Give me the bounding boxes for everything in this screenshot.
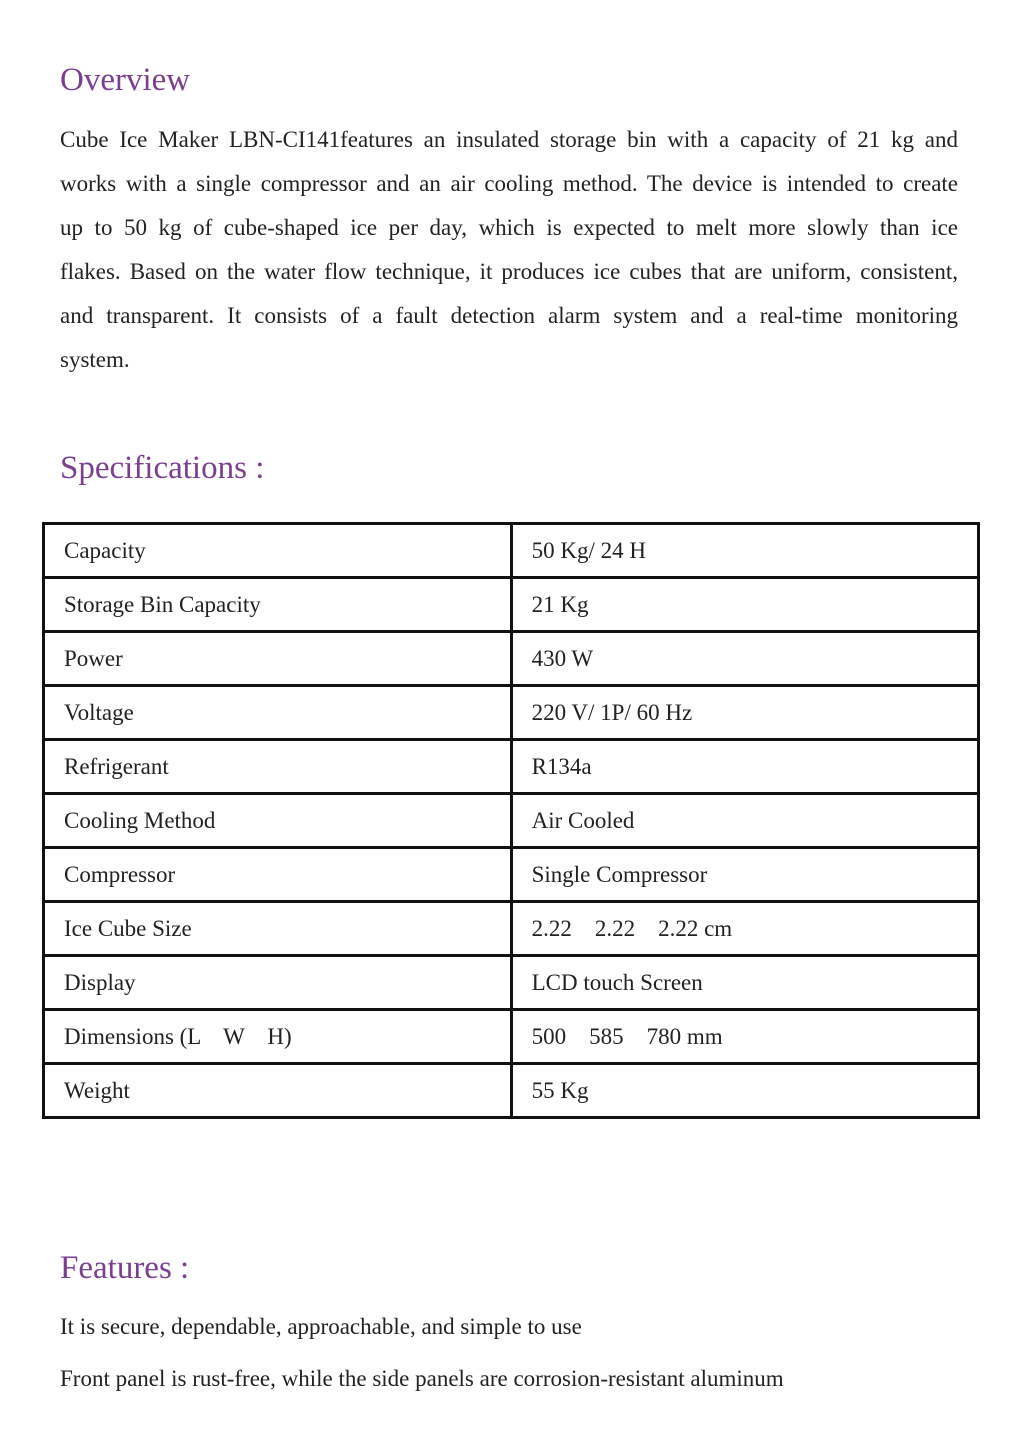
spec-label-cell	[44, 1010, 512, 1064]
spec-label: Ice Cube Size	[64, 916, 192, 941]
spec-label-cell	[44, 632, 512, 686]
spec-value-cell	[511, 578, 978, 632]
overview-paragraph: Cube Ice Maker LBN-CI141features an insulated storage bin with a capacity of 21 kg and works with a single compressor and an air cooling method. The device is intended to create up to 50 kg of cube-shaped ice per day, which is expected to melt more slowly than ice flakes. Based on the water flow technique, it produces ice cubes that are uniform, consistent, and transparent. It consists of a fault detection alarm system and a real-time monitoring system.	[60, 127, 958, 372]
spec-label-cell	[44, 686, 512, 740]
spec-value: Air Cooled	[531, 808, 635, 833]
spec-label-cell	[44, 902, 512, 956]
table-row	[44, 794, 979, 848]
specifications-table	[42, 522, 980, 1119]
spec-value: Single Compressor	[531, 862, 708, 887]
spec-label-cell	[44, 956, 512, 1010]
table-row	[44, 524, 979, 578]
table-row	[44, 1064, 979, 1118]
spec-value-cell	[511, 956, 978, 1010]
spec-value-cell	[511, 632, 978, 686]
spec-label-cell	[44, 740, 512, 794]
spec-label-cell	[44, 524, 512, 578]
spec-value: LCD touch Screen	[531, 970, 703, 995]
spec-label: Capacity	[64, 538, 146, 563]
specifications-table-body	[44, 524, 979, 1118]
features-heading: Features :	[60, 1250, 190, 1286]
spec-value: 2.22 2.22 2.22 cm	[531, 916, 733, 941]
spec-value: 430 W	[531, 646, 594, 671]
table-row	[44, 1010, 979, 1064]
spec-label: Cooling Method	[64, 808, 216, 833]
spec-label-cell	[44, 578, 512, 632]
spec-value: 220 V/ 1P/ 60 Hz	[531, 700, 693, 725]
spec-label: Storage Bin Capacity	[64, 592, 261, 617]
table-row	[44, 632, 979, 686]
table-row	[44, 848, 979, 902]
spec-value-cell	[511, 902, 978, 956]
table-row	[44, 902, 979, 956]
spec-label: Power	[64, 646, 123, 671]
spec-label: Display	[64, 970, 136, 995]
spec-value-cell	[511, 794, 978, 848]
table-row	[44, 740, 979, 794]
spec-value: 55 Kg	[531, 1078, 589, 1103]
specifications-heading: Specifications :	[60, 450, 265, 486]
spec-value: R134a	[531, 754, 592, 779]
table-row	[44, 956, 979, 1010]
spec-value-cell	[511, 1010, 978, 1064]
spec-value-cell	[511, 524, 978, 578]
spec-label-cell	[44, 848, 512, 902]
spec-label: Refrigerant	[64, 754, 169, 779]
spec-value-cell	[511, 740, 978, 794]
spec-label-cell	[44, 794, 512, 848]
spec-value-cell	[511, 1064, 978, 1118]
spec-value-cell	[511, 848, 978, 902]
feature-item: It is secure, dependable, approachable, and simple to use	[60, 1314, 582, 1339]
spec-label-cell	[44, 1064, 512, 1118]
spec-value: 500 585 780 mm	[531, 1024, 723, 1049]
spec-value: 21 Kg	[531, 592, 589, 617]
spec-value-cell	[511, 686, 978, 740]
spec-label: Compressor	[64, 862, 176, 887]
table-row	[44, 686, 979, 740]
spec-value: 50 Kg/ 24 H	[531, 538, 646, 563]
spec-label: Weight	[64, 1078, 130, 1103]
spec-label: Dimensions (L W H)	[64, 1024, 292, 1049]
spec-label: Voltage	[64, 700, 134, 725]
overview-heading: Overview	[60, 62, 191, 98]
feature-item: Front panel is rust-free, while the side panels are corrosion-resistant aluminum	[60, 1366, 784, 1391]
table-row	[44, 578, 979, 632]
